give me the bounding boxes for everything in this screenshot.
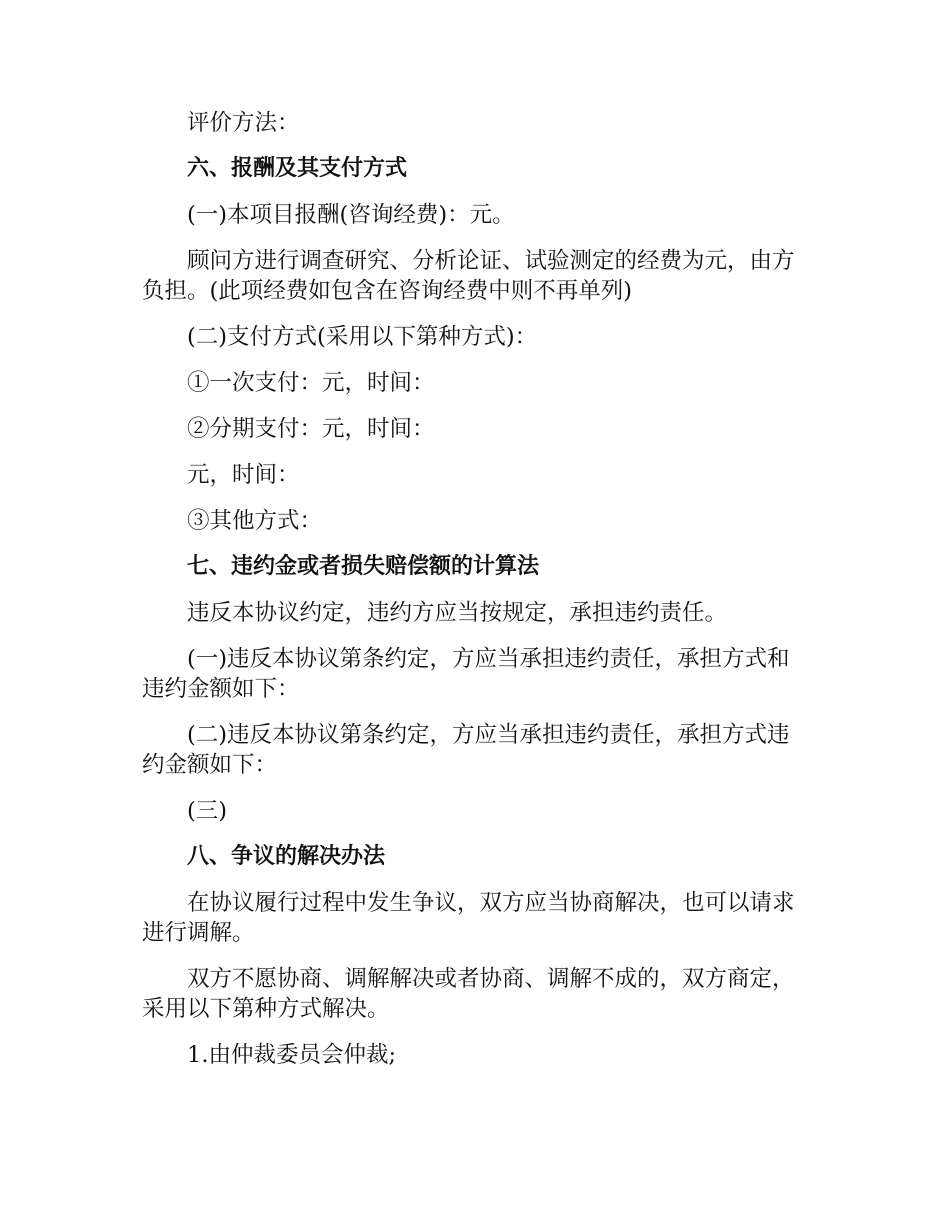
paragraph-dispute-methods: 双方不愿协商、调解解决或者协商、调解不成的，双方商定，采用以下第种方式解决。 (142, 966, 795, 1022)
paragraph-breach-general: 违反本协议约定，违约方应当按规定，承担违约责任。 (187, 600, 728, 626)
document-body (142, 108, 812, 1086)
section-heading-7: 七、违约金或者损失赔偿额的计算法 (187, 554, 540, 579)
paragraph-arbitration: 1.由仲裁委员会仲裁; (187, 1042, 397, 1068)
paragraph-research-cost: 顾问方进行调查研究、分析论证、试验测定的经费为元，由方负担。(此项经费如包含在咨询经费中则不再单列) (142, 248, 795, 304)
paragraph-payment-installment: ②分期支付：元，时间： (187, 416, 435, 442)
paragraph-project-fee: (一)本项目报酬(咨询经费)：元。 (187, 202, 515, 228)
section-heading-6: 六、报酬及其支付方式 (187, 156, 408, 181)
paragraph-payment-once: ①一次支付：元，时间： (187, 370, 435, 396)
paragraph-breach-2: (二)违反本协议第条约定，方应当承担违约责任，承担方式违约金额如下： (142, 722, 790, 778)
paragraph-breach-3: (三) (187, 798, 228, 824)
paragraph-breach-1: (一)违反本协议第条约定，方应当承担违约责任，承担方式和违约金额如下： (142, 646, 790, 702)
paragraph-installment-next: 元，时间： (187, 462, 300, 488)
paragraph-payment-other: ③其他方式： (187, 508, 323, 534)
section-heading-8: 八、争议的解决办法 (187, 844, 386, 869)
paragraph-dispute-negotiation: 在协议履行过程中发生争议，双方应当协商解决，也可以请求进行调解。 (142, 890, 795, 946)
paragraph-payment-method: (二)支付方式(采用以下第种方式)： (187, 324, 538, 350)
paragraph-evaluation-method: 评价方法： (187, 110, 300, 136)
